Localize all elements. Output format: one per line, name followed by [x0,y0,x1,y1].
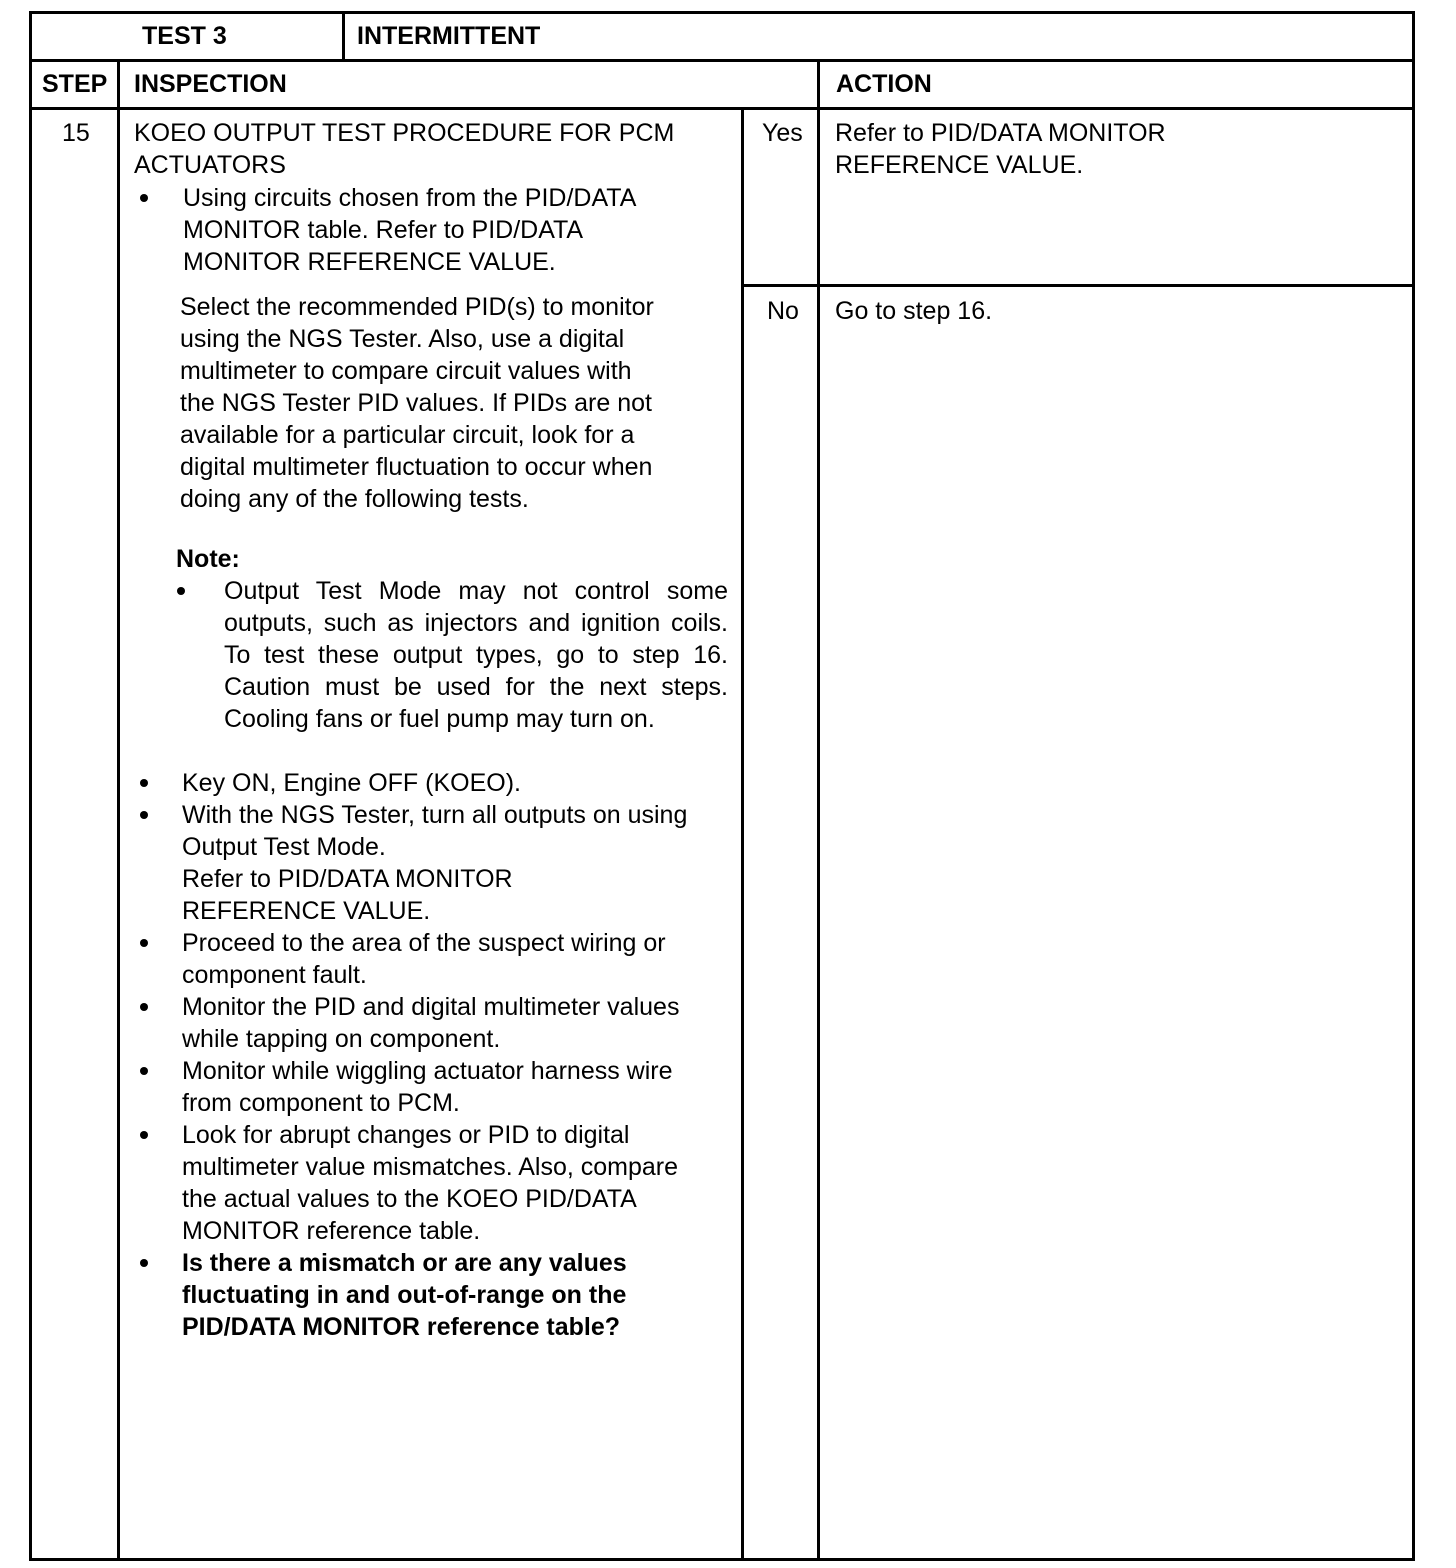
step-line: Refer to PID/DATA MONITOR [182,865,513,893]
column-header-divider [29,107,1415,110]
no-action: Go to step 16. [835,297,993,325]
yes-no-divider [743,284,1415,287]
table-border-left [29,11,32,1561]
header-divider [29,59,1415,62]
question-line: fluctuating in and out-of-range on the [182,1281,627,1309]
step-line: Monitor the PID and digital multimeter values [182,993,680,1021]
bullet-icon [140,779,148,787]
bullet-icon [140,1003,148,1011]
bullet-icon [140,1259,148,1267]
step-line: from component to PCM. [182,1089,460,1117]
step-number: 15 [62,119,90,147]
paragraph-line: available for a particular circuit, look for a [180,421,635,449]
procedure-title-line: KOEO OUTPUT TEST PROCEDURE FOR PCM [134,119,675,147]
paragraph-line: multimeter to compare circuit values with [180,357,632,385]
intro-bullet-line: MONITOR table. Refer to PID/DATA [183,216,584,244]
inspection-column-header: INSPECTION [134,70,287,98]
step-line: while tapping on component. [182,1025,501,1053]
note-label: Note: [176,545,240,573]
paragraph-line: digital multimeter fluctuation to occur when [180,453,653,481]
bullet-icon [140,1131,148,1139]
yes-label: Yes [762,119,803,147]
action-column-header: ACTION [836,70,932,98]
bullet-icon [140,939,148,947]
intro-bullet-line: Using circuits chosen from the PID/DATA [183,184,637,212]
intro-bullet-line: MONITOR REFERENCE VALUE. [183,248,556,276]
header-title-divider [342,11,345,61]
bullet-icon [177,587,185,595]
step-line: With the NGS Tester, turn all outputs on using [182,801,688,829]
table-border-top [29,11,1415,14]
step-column-divider [117,59,120,1561]
step-column-header: STEP [42,70,108,98]
bullet-icon [140,811,148,819]
yes-no-column-divider [741,107,744,1561]
step-line: the actual values to the KOEO PID/DATA [182,1185,637,1213]
step-line: MONITOR reference table. [182,1217,481,1245]
step-line: Monitor while wiggling actuator harness wire [182,1057,673,1085]
note-bullet-text: Output Test Mode may not control some outputs, such as injectors and ignition coils. To test these output types, go to step 16. Caution must be used for the next steps. Cooling fans or fuel pump may turn on. [224,577,728,733]
step-line: Proceed to the area of the suspect wiring or [182,929,666,957]
step-line: multimeter value mismatches. Also, compare [182,1153,679,1181]
step-line: Look for abrupt changes or PID to digital [182,1121,630,1149]
step-line: component fault. [182,961,367,989]
question-line: Is there a mismatch or are any values [182,1249,627,1277]
test-title: INTERMITTENT [357,22,541,50]
paragraph-line: Select the recommended PID(s) to monitor [180,293,654,321]
yes-action-line: REFERENCE VALUE. [835,151,1084,179]
table-border-right [1412,11,1415,1561]
paragraph-line: doing any of the following tests. [180,485,529,513]
bullet-icon [140,1067,148,1075]
table-border-bottom [29,1558,1415,1561]
yes-action-line: Refer to PID/DATA MONITOR [835,119,1166,147]
procedure-title-line: ACTUATORS [134,151,286,179]
paragraph-line: using the NGS Tester. Also, use a digital [180,325,625,353]
step-line: Key ON, Engine OFF (KOEO). [182,769,521,797]
paragraph-line: the NGS Tester PID values. If PIDs are not [180,389,652,417]
test-label: TEST 3 [142,22,227,50]
bullet-icon [140,194,148,202]
no-label: No [767,297,799,325]
step-line: REFERENCE VALUE. [182,897,431,925]
step-line: Output Test Mode. [182,833,386,861]
question-line: PID/DATA MONITOR reference table? [182,1313,621,1341]
action-column-divider [817,59,820,1561]
